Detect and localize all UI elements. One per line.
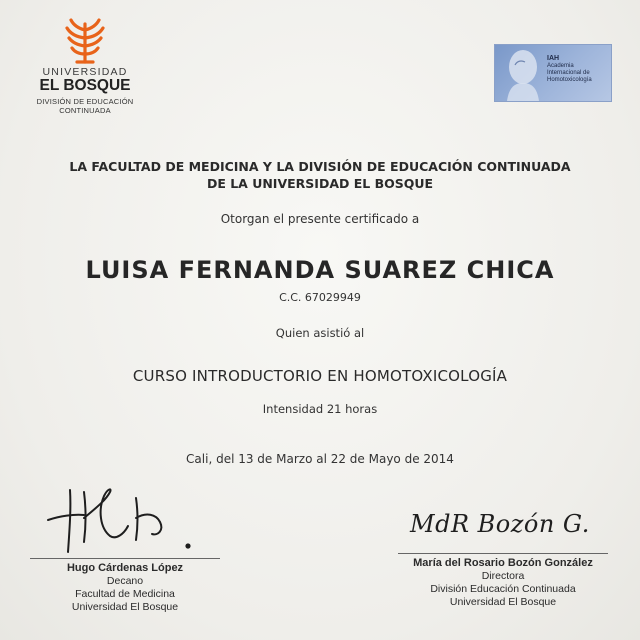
- signatory-right-name: María del Rosario Bozón González: [413, 557, 593, 569]
- signature-line-right: [398, 553, 608, 554]
- signatory-right-division: División Educación Continuada: [430, 583, 576, 595]
- attendance-statement: Quien asistió al: [275, 326, 365, 340]
- issuer-heading-line2: DE LA UNIVERSIDAD EL BOSQUE: [206, 176, 434, 191]
- iah-logo: [494, 44, 612, 102]
- signatory-left-name: Hugo Cárdenas López: [66, 562, 184, 574]
- universidad-el-bosque-logo: [26, 18, 144, 115]
- iah-abbreviation: IAH: [547, 55, 560, 62]
- signatory-left-faculty: Facultad de Medicina: [75, 588, 175, 600]
- bust-portrait-icon: [501, 47, 545, 101]
- issuer-heading-line1: LA FACULTAD DE MEDICINA Y LA DIVISIÓN DE EDUCACIÓN CONTINUADA: [69, 159, 571, 174]
- logo-university-label: UNIVERSIDAD: [42, 66, 128, 78]
- logo-division-line2: CONTINUADA: [59, 106, 111, 115]
- logo-division-line1: DIVISIÓN DE EDUCACIÓN: [36, 97, 134, 106]
- logo-university-name: EL BOSQUE: [39, 77, 131, 94]
- recipient-name: LUISA FERNANDA SUAREZ CHICA: [85, 256, 555, 284]
- signature-hugo-cardenas: [40, 478, 210, 558]
- signature-line-left: [30, 558, 220, 559]
- el-bosque-emblem-icon: [63, 18, 107, 64]
- course-title: CURSO INTRODUCTORIO EN HOMOTOXICOLOGÍA: [132, 367, 508, 385]
- signatory-left-institution: Universidad El Bosque: [71, 601, 179, 613]
- signatory-right-institution: Universidad El Bosque: [449, 596, 557, 608]
- issuer-heading: [0, 158, 640, 192]
- award-statement: Otorgan el presente certificado a: [220, 212, 420, 226]
- signatory-left: [30, 558, 220, 614]
- course-hours: Intensidad 21 horas: [262, 402, 378, 416]
- course-dates: Cali, del 13 de Marzo al 22 de Mayo de 2014: [186, 452, 454, 466]
- iah-full-name: Academia Internacional de Homotoxicología: [547, 63, 592, 83]
- signature-maria-bozon: MdR Bozón G.: [410, 510, 590, 538]
- recipient-id: C.C. 67029949: [279, 291, 361, 304]
- signatory-left-title: Decano: [106, 575, 144, 587]
- signatory-right-title: Directora: [481, 570, 525, 582]
- signatory-right: [398, 553, 608, 609]
